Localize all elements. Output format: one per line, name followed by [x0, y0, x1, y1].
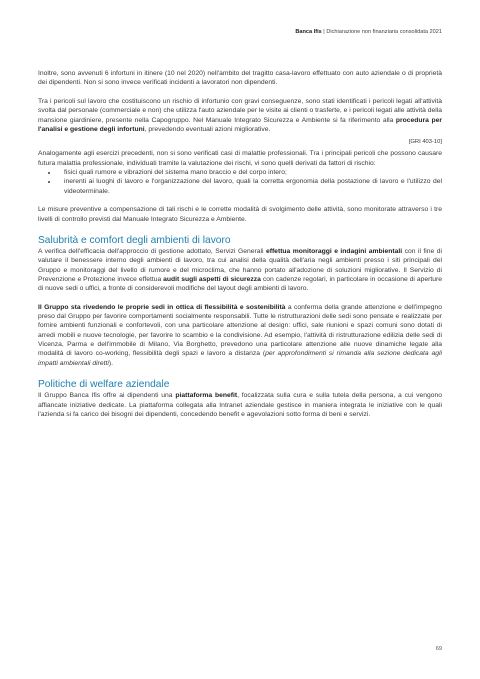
section-heading-workplace-health: Salubrità e comfort degli ambienti di lavoro — [38, 234, 231, 246]
page-number: 69 — [435, 646, 442, 652]
text-segment: , prevedendo eventuali azioni migliorative. — [144, 125, 271, 133]
paragraph-occupational-diseases: Analogamente agli esercizi precedenti, non si sono verificati casi di malattie professionali. Tra i principali pericoli che possono causare futura malattia professionale, individuati tramite la valutazione dei rischi, vi sono quelli derivati da fattori di rischio: — [38, 150, 442, 167]
paragraph-preventive-measures: Le misure preventive a compensazione di tali rischi e le corrette modalità di svolgimento delle attività, sono monitorate attraverso i tre livelli di controllo previsti dal Manuale Integrato Sicurezza e Ambiente. — [38, 206, 442, 223]
list-item: • fisici quali rumore e vibrazioni del sistema mano braccio e del corpo intero; — [58, 168, 442, 177]
risk-factors-list — [38, 168, 442, 196]
bold-text: effettua monitoraggi e indagini ambientali — [265, 247, 403, 255]
bold-text: procedura per l'analisi e gestione degli infortuni — [38, 116, 442, 133]
text-segment: a conferma della grande attenzione e dell'impegno preso dal Gruppo per favorire comportamenti socialmente responsabili. Tutte le ristrutturazioni delle sedi sono pensate e realizzate per fornire ambienti funzionali e confortevoli, con una particolare attenzione al design: uffici, sale riunioni e spazi comuni sono dotati di arredi mobili e nuove tecnologie, per favorire lo scambio e la condivisione. Ad esempio, l'attività di ristrutturazione edilizia delle sedi di Vicenza, Parma e dell'immobile di Milano, Via Borghetto, prevedono una particolare attenzione alle nuove dinamiche legate alla modalità di lavoro co-working, flessibilità degli spazi e lavoro a distanza ( — [38, 303, 442, 358]
header-separator: | — [321, 29, 327, 35]
bold-text: Il Gruppo sta rivedendo le proprie sedi in ottica di flessibilità e sostenibilità — [38, 303, 286, 311]
text-segment: Il Gruppo Banca Ifis offre ai dipendenti una — [38, 392, 176, 400]
italic-text: per approfondimenti si rimanda alla sezione dedicata agli impatti ambientali diretti — [38, 350, 442, 367]
text-segment: con il fine di valutare il benessere interno degli ambienti di lavoro, tra cui analisi della qualità dell'aria negli ambienti presso i siti principali del Gruppo e monitoraggi del livello di rumore e del microclima, che hanno portato all'adozione di soluzioni migliorative. Il Servizio di Prevenzione e Protezione invece effettua — [38, 247, 443, 283]
bold-text: piattaforma benefit — [175, 392, 238, 400]
paragraph-work-hazards — [38, 97, 442, 134]
list-item: • inerenti ai luoghi di lavoro e l'organizzazione del lavoro, quali la corretta ergonomia della postazione di lavoro e l'utilizzo del videoterminale. — [58, 177, 442, 196]
bold-text: audit sugli aspetti di sicurezza — [163, 275, 261, 283]
page-header — [295, 29, 442, 35]
text-segment: Tra i pericoli sul lavoro che costituiscono un rischio di infortunio con gravi conseguenze, sono stati identificati i pericoli legati all'attività svolta dal personale (commerciale e non) che utilizza l'auto aziendale per le visite ai clienti o trasferte, e i pericoli legati alle attività della mansione giardiniere, presente nella Capogruppo. Nel Manuale Integrato Sicurezza e Ambiente si fa riferimento alla — [38, 97, 442, 124]
header-title: Dichiarazione non finanziaria consolidata 2021 — [326, 29, 442, 35]
header-brand: Banca Ifis — [295, 29, 322, 35]
text-segment: con cadenze regolari, in particolare in occasione di aperture di nuove sedi o uffici, a fronte di considerevoli modifiche del layout degli ambienti di lavoro. — [38, 275, 442, 293]
gri-reference: [GRI 403-10] — [408, 139, 442, 146]
paragraph-welfare-platform — [38, 391, 442, 419]
text-segment: ). — [108, 359, 114, 367]
paragraph-office-renovation — [38, 303, 442, 368]
document-body — [38, 69, 442, 419]
paragraph-commuting-injuries: Inoltre, sono avvenuti 6 infortuni in itinere (10 nel 2020) nell'ambito del tragitto casa-lavoro effettuato con auto aziendale o di proprietà dei dipendenti. Non si sono invece verificati incidenti a lavoratori non dipendenti. — [38, 70, 442, 87]
paragraph-environmental-monitoring — [38, 247, 442, 294]
text-segment: A verifica dell'efficacia dell'approccio di gestione adottato, Servizi Generali — [38, 247, 266, 255]
section-heading-welfare: Politiche di welfare aziendale — [38, 379, 170, 391]
text-segment: , focalizzata sulla cura e sulla tutela della persona, a cui vengono affiancate iniziative dedicate. La piattaforma collegata alla Intranet aziendale gestisce in maniera integrata le iniziative con le quali l'azienda si fa carico dei bisogni dei dipendenti, concedendo benefit e agevolazioni sotto forma di beni e servizi. — [38, 392, 442, 418]
